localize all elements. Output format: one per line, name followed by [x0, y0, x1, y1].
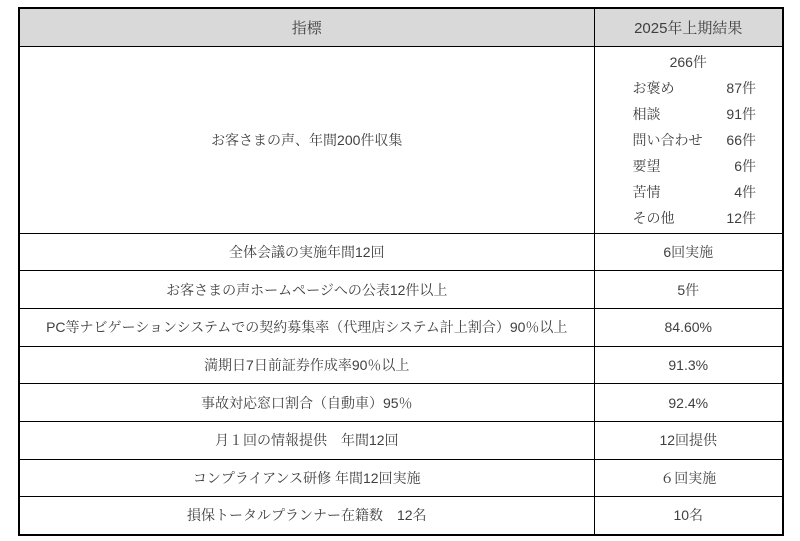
result-cell: 12回提供 — [594, 421, 783, 459]
breakdown-row — [597, 205, 781, 231]
breakdown-row — [597, 179, 781, 205]
table-row — [19, 308, 783, 346]
header-result: 2025年上期結果 — [594, 8, 783, 46]
indicator-cell: PC等ナビゲーションシステムでの契約募集率（代理店システム計上割合）90％以上 — [19, 308, 594, 346]
table-row — [19, 421, 783, 459]
breakdown-label: お褒め — [632, 79, 675, 96]
indicator-cell: コンプライアンス研修 年間12回実施 — [19, 459, 594, 497]
breakdown-value: 6件 — [734, 157, 756, 174]
breakdown-value: 66件 — [726, 131, 756, 148]
result-cell: ６回実施 — [594, 459, 783, 497]
table-row — [19, 271, 783, 309]
breakdown-value: 91件 — [726, 105, 756, 122]
result-cell: 10名 — [594, 497, 783, 535]
result-cell: 91.3% — [594, 346, 783, 384]
breakdown-label: その他 — [632, 209, 675, 226]
breakdown-row — [597, 75, 781, 101]
indicator-cell: お客さまの声ホームページへの公表12件以上 — [19, 271, 594, 309]
breakdown-label: 相談 — [632, 105, 661, 122]
breakdown-value: 87件 — [726, 79, 756, 96]
result-cell: 6回実施 — [594, 233, 783, 271]
indicator-cell: 満期日7日前証券作成率90％以上 — [19, 346, 594, 384]
result-cell: 5件 — [594, 271, 783, 309]
breakdown-row — [597, 127, 781, 153]
result-cell — [594, 46, 783, 233]
indicator-cell: 損保トータルプランナー在籍数 12名 — [19, 497, 594, 535]
breakdown-label: 要望 — [632, 157, 661, 174]
table-row — [19, 346, 783, 384]
breakdown-value: 4件 — [734, 183, 756, 200]
indicator-cell: 月１回の情報提供 年間12回 — [19, 421, 594, 459]
breakdown-label: 苦情 — [632, 183, 661, 200]
breakdown-value: 12件 — [726, 209, 756, 226]
kpi-table — [18, 7, 784, 536]
indicator-cell: 事故対応窓口割合（自動車）95％ — [19, 384, 594, 422]
breakdown-label: 問い合わせ — [632, 131, 703, 148]
indicator-cell: 全体会議の実施年間12回 — [19, 233, 594, 271]
breakdown-row — [597, 153, 781, 179]
result-cell: 92.4% — [594, 384, 783, 422]
result-total: 266件 — [669, 53, 707, 70]
header-indicator: 指標 — [19, 8, 594, 46]
table-row — [19, 497, 783, 535]
table-row — [19, 459, 783, 497]
table-row — [19, 233, 783, 271]
table-row — [19, 384, 783, 422]
breakdown-row — [597, 101, 781, 127]
table-header-row — [19, 8, 783, 46]
indicator-cell: お客さまの声、年間200件収集 — [19, 46, 594, 233]
table-row — [19, 46, 783, 233]
result-cell: 84.60% — [594, 308, 783, 346]
